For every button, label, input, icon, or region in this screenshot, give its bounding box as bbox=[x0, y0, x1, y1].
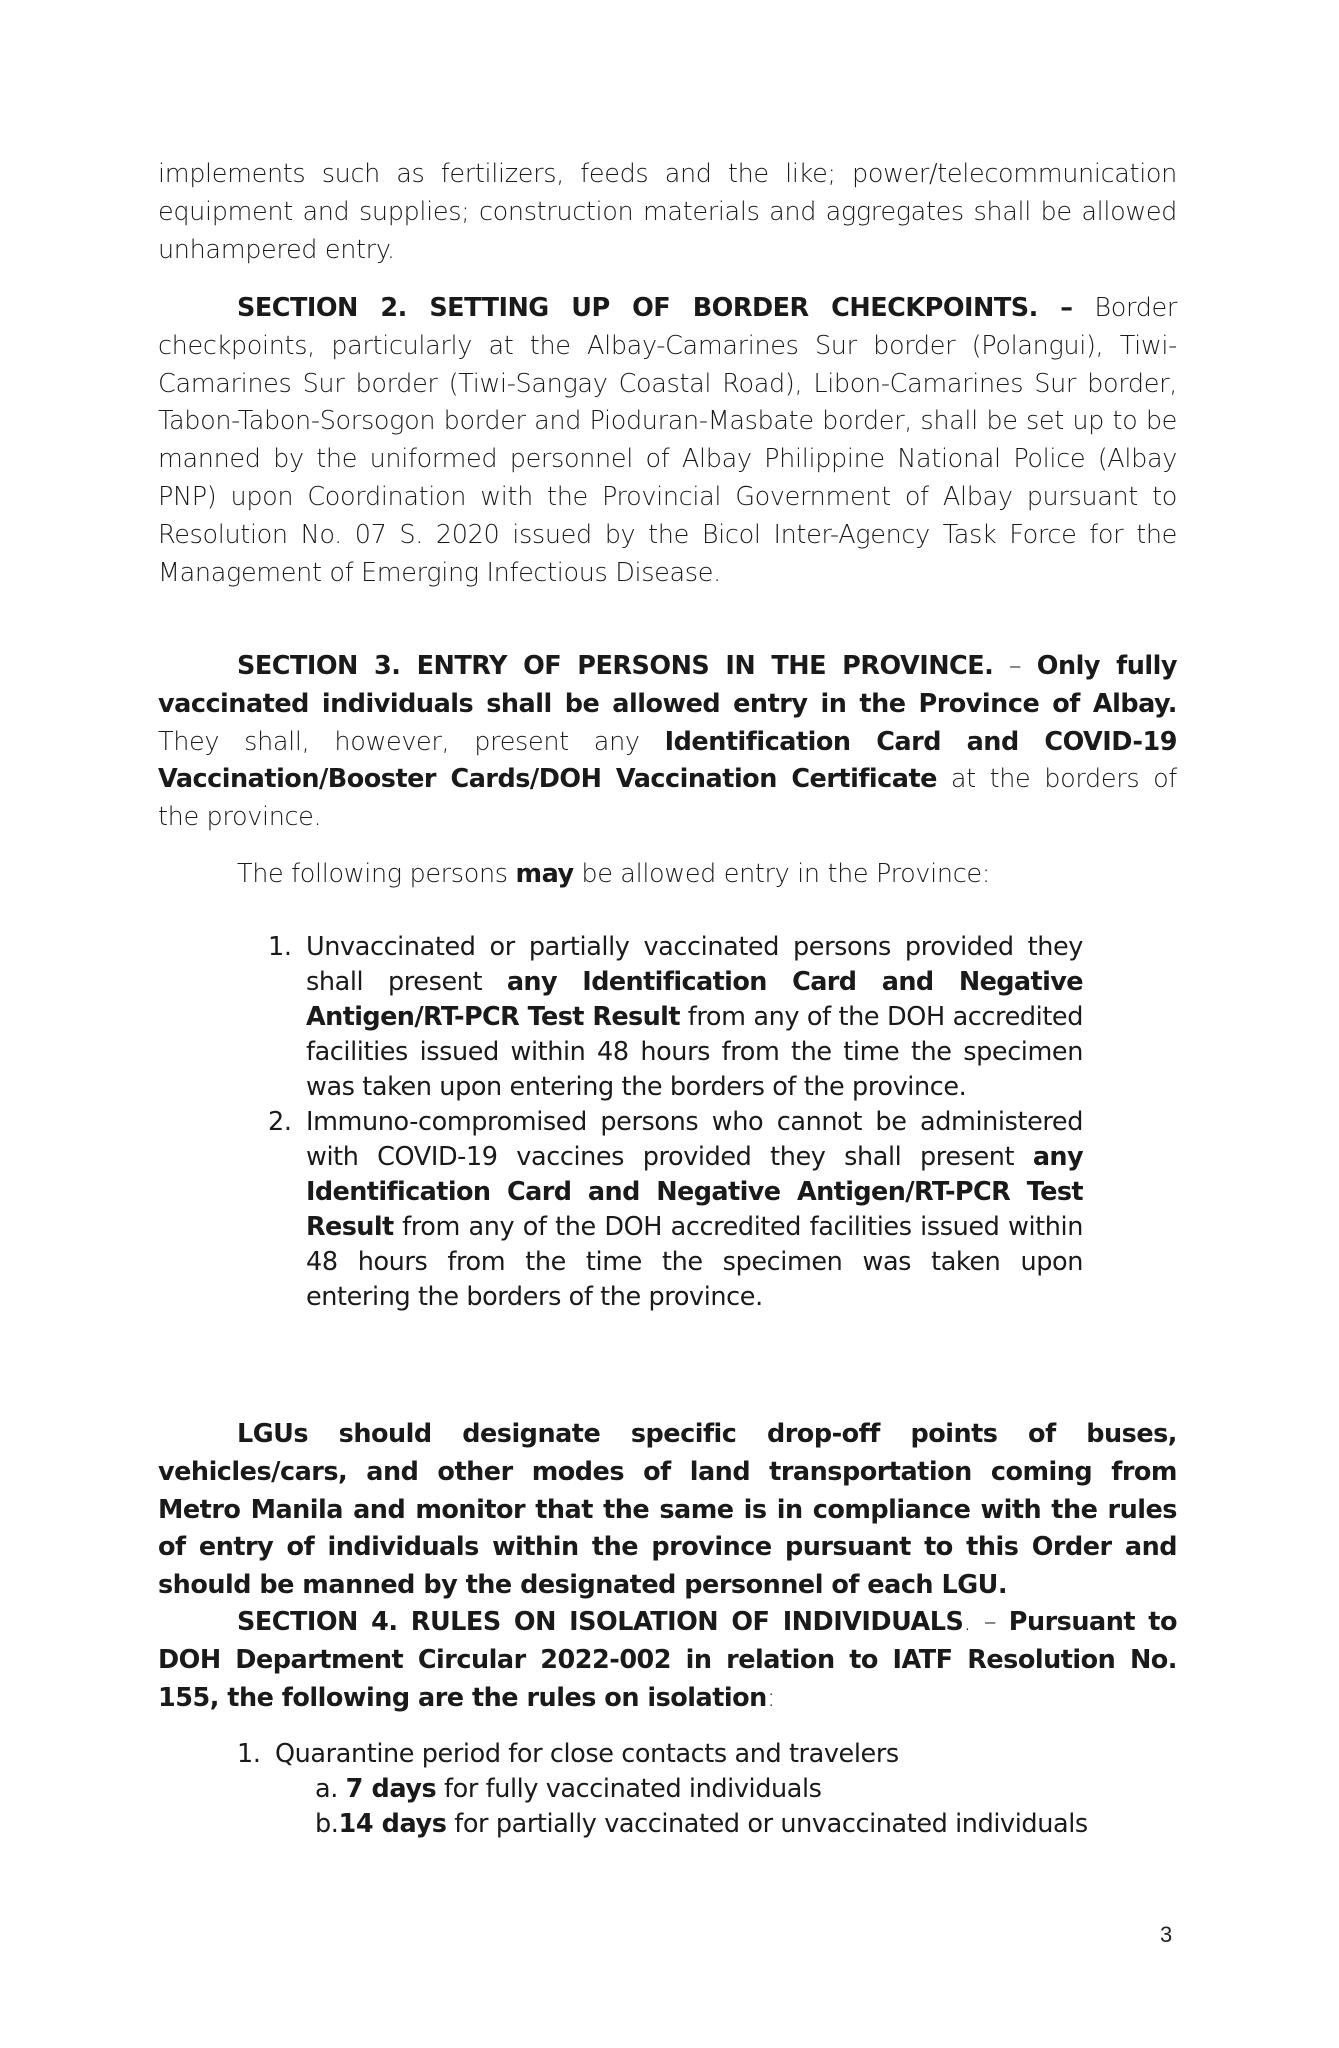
list-number: 2. bbox=[268, 1107, 292, 1137]
section-3-text-a: They shall, however, present any bbox=[158, 726, 665, 757]
sub-bold: 14 days bbox=[338, 1809, 447, 1839]
lgu-paragraph bbox=[158, 1416, 1177, 1605]
list-number: 1. bbox=[237, 1739, 261, 1769]
sub-item-b bbox=[315, 1807, 1095, 1842]
list-item bbox=[268, 930, 1083, 1105]
sub-text: for partially vaccinated or unvaccinated individuals bbox=[446, 1809, 1088, 1839]
sub-label: b. bbox=[315, 1809, 339, 1839]
may-post: be allowed entry in the Province: bbox=[573, 859, 990, 889]
section-3-heading: SECTION 3. ENTRY OF PERSONS IN THE PROVINCE. bbox=[237, 651, 994, 681]
section-4-heading: SECTION 4. RULES ON ISOLATION OF INDIVIDUALS bbox=[237, 1607, 964, 1637]
item-text: Quarantine period for close contacts and travelers bbox=[275, 1739, 899, 1769]
list-item bbox=[237, 1737, 1137, 1772]
may-pre: The following persons bbox=[237, 859, 516, 889]
may-bold: may bbox=[515, 859, 574, 889]
item-text-pre: Immuno-compromised persons who cannot be administered with COVID-19 vaccines provided they shall present bbox=[306, 1107, 1083, 1172]
intro-text: implements such as fertilizers, feeds and the like; power/telecommunication equipment and supplies; construction materials and aggregates shall be allowed unhampered entry. bbox=[158, 159, 1177, 265]
list-item bbox=[268, 1105, 1083, 1315]
sub-item-a bbox=[315, 1772, 1095, 1807]
section-4-paragraph bbox=[158, 1604, 1177, 1717]
section-3-documents: Identification Card and COVID-19 Vaccination/Booster Cards/DOH Vaccination Certificate bbox=[158, 726, 1177, 795]
isolation-sub-list bbox=[315, 1772, 1095, 1842]
section-3-dash: – bbox=[993, 651, 1037, 681]
list-number: 1. bbox=[268, 932, 292, 962]
item-text-pre: Unvaccinated or partially vaccinated persons provided they shall present bbox=[306, 932, 1083, 997]
section-2-paragraph bbox=[158, 290, 1177, 592]
item-text-post: from any of the DOH accredited facilities issued within 48 hours from the time the specimen was taken upon entering the borders of the province. bbox=[306, 1002, 1083, 1102]
section-4-colon: : bbox=[766, 1682, 776, 1713]
sub-text: for fully vaccinated individuals bbox=[436, 1774, 822, 1804]
section-4-body: Pursuant to DOH Department Circular 2022-002 in relation to IATF Resolution No. 155, the following are the rules on isolation bbox=[158, 1607, 1178, 1713]
sub-bold: 7 days bbox=[345, 1774, 437, 1804]
item-text-bold: any Identification Card and Negative Antigen/RT-PCR Test Result bbox=[306, 967, 1083, 1032]
section-3-paragraph bbox=[158, 648, 1177, 837]
item-text-bold: any Identification Card and Negative Antigen/RT-PCR Test Result bbox=[306, 1142, 1083, 1242]
isolation-rules-list bbox=[237, 1737, 1137, 1772]
sub-label: a. bbox=[315, 1774, 346, 1804]
page-number: 3 bbox=[1160, 1922, 1173, 1947]
may-allowed-line bbox=[237, 856, 1177, 894]
item-text-post: from any of the DOH accredited facilities issued within 48 hours from the time the specimen was taken upon entering the borders of the province. bbox=[306, 1212, 1083, 1312]
section-2-body: Border checkpoints, particularly at the Albay-Camarines Sur border (Polangui), Tiwi-Camarines Sur border (Tiwi-Sangay Coastal Road), Libon-Camarines Sur border, Tabon-Tabon-Sorsogon border and Pioduran-Masbate border, shall be set up to be manned by the uniformed personnel of Albay Philippine National Police (Albay PNP) upon Coordination with the Provincial Government of Albay pursuant to Resolution No. 07 S. 2020 issued by the Bicol Inter-Agency Task Force for the Management of Emerging Infectious Disease. bbox=[158, 293, 1177, 588]
entry-exceptions-list bbox=[268, 930, 1083, 1315]
section-3-text-b: at the borders of the province. bbox=[158, 764, 1177, 833]
intro-paragraph bbox=[158, 156, 1177, 269]
section-4-dot-dash: . – bbox=[963, 1607, 1009, 1637]
section-2-heading: SECTION 2. SETTING UP OF BORDER CHECKPOINTS. – bbox=[237, 293, 1073, 323]
section-3-rule: Only fully vaccinated individuals shall be allowed entry in the Province of Albay. bbox=[158, 651, 1177, 719]
lgu-text: LGUs should designate specific drop-off points of buses, vehicles/cars, and other modes of land transportation coming from Metro Manila and monitor that the same is in compliance with the rules of entry of individuals within the province pursuant to this Order and should be manned by the designated personnel of each LGU. bbox=[158, 1419, 1177, 1601]
